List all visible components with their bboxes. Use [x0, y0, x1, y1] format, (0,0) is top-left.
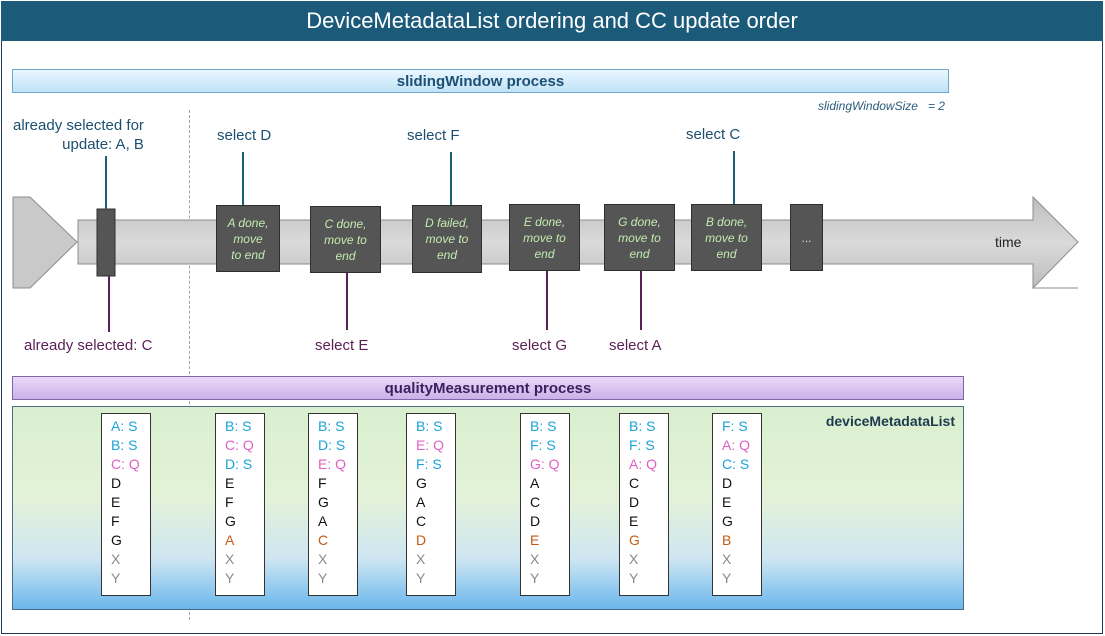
quality-measurement-band: qualityMeasurement process [12, 376, 964, 400]
list-entry: D [722, 475, 733, 491]
event-box-c-done: C done, move to end [310, 206, 381, 273]
initial-marker [97, 209, 115, 276]
timeline-start-chevron [13, 197, 77, 288]
list-entry: Y [416, 570, 426, 586]
event-box-e-done: E done, move to end [509, 204, 580, 271]
list-entry: A: Q [722, 437, 751, 453]
list-entry: F [111, 513, 120, 529]
list-entry: F [318, 475, 327, 491]
list-entry: X [530, 551, 540, 567]
list-entry: C [416, 513, 427, 529]
list-entry: A [318, 513, 328, 529]
list-entry: E: Q [318, 456, 347, 472]
list-snapshot-5 [619, 413, 669, 596]
list-entry: Y [111, 570, 121, 586]
list-entry: C [530, 494, 541, 510]
list-entry: A [530, 475, 540, 491]
list-entry: Y [722, 570, 732, 586]
list-entry: Y [530, 570, 540, 586]
list-entry: B: S [629, 418, 656, 434]
list-entry: X [318, 551, 328, 567]
label-select-f: select F [407, 127, 460, 144]
list-entry: B: S [416, 418, 443, 434]
list-entry: D: S [318, 437, 346, 453]
list-entry: X [629, 551, 639, 567]
sliding-window-size-label: slidingWindowSize [818, 99, 918, 113]
list-entry: B: S [318, 418, 345, 434]
list-entry: D [530, 513, 541, 529]
event-box-g-done: G done, move to end [604, 204, 675, 271]
list-entry: A [416, 494, 426, 510]
list-entry: G [722, 513, 733, 529]
list-entry: G: Q [530, 456, 560, 472]
event-box-d-failed: D failed, move to end [412, 205, 482, 273]
list-entry: D [111, 475, 122, 491]
list-entry: E [629, 513, 639, 529]
list-entry: A: S [111, 418, 138, 434]
list-entry: F: S [629, 437, 655, 453]
list-entry: B: S [111, 437, 138, 453]
list-entry: X [416, 551, 426, 567]
event-box-a-done: A done, move to end [216, 205, 280, 272]
list-snapshot-1 [215, 413, 265, 596]
label-already-selected-for-update: already selected for update: A, B [13, 117, 144, 153]
list-entry: G [111, 532, 122, 548]
list-entry: G [318, 494, 329, 510]
label-select-a: select A [609, 337, 662, 354]
list-entry: B: S [530, 418, 557, 434]
list-entry: B [722, 532, 732, 548]
list-entry: X [722, 551, 732, 567]
list-snapshot-0 [101, 413, 151, 596]
event-box-b-done: B done, move to end [691, 204, 762, 271]
list-entry: Y [318, 570, 328, 586]
list-entry: Y [629, 570, 639, 586]
list-entry: B: S [225, 418, 252, 434]
list-snapshot-4 [520, 413, 570, 596]
list-snapshot-6 [712, 413, 762, 596]
time-axis-label: time [995, 234, 1022, 250]
label-select-c: select C [686, 126, 741, 143]
list-entry: D: S [225, 456, 253, 472]
list-entry: E [722, 494, 732, 510]
list-entry: E [111, 494, 121, 510]
label-select-e: select E [315, 337, 369, 354]
list-entry: A [225, 532, 235, 548]
list-entry: D [416, 532, 427, 548]
list-entry: E [530, 532, 540, 548]
list-entry: F: S [722, 418, 748, 434]
list-entry: X [111, 551, 121, 567]
device-metadata-list-area [12, 406, 964, 610]
device-metadata-list-title: deviceMetadataList [825, 413, 955, 429]
list-entry: Y [225, 570, 235, 586]
label-already-selected-c: already selected: C [24, 337, 153, 354]
list-entry: F [225, 494, 234, 510]
list-entry: X [225, 551, 235, 567]
list-entry: C [318, 532, 329, 548]
sliding-window-band: slidingWindow process [12, 69, 949, 93]
list-entry: A: Q [629, 456, 658, 472]
list-entry: C: S [722, 456, 750, 472]
list-entry: F: S [416, 456, 442, 472]
list-entry: C [629, 475, 640, 491]
list-entry: C: Q [225, 437, 254, 453]
list-snapshot-3 [406, 413, 456, 596]
list-entry: E [225, 475, 235, 491]
list-entry: G [225, 513, 236, 529]
list-entry: D [629, 494, 640, 510]
diagram-title: DeviceMetadataList ordering and CC update order [1, 1, 1103, 41]
list-entry: G [416, 475, 427, 491]
list-snapshot-2 [308, 413, 358, 596]
list-entry: C: Q [111, 456, 140, 472]
label-select-g: select G [512, 337, 568, 354]
list-entry: F: S [530, 437, 556, 453]
list-entry: G [629, 532, 640, 548]
event-box-ellipsis: ... [790, 204, 823, 271]
sliding-window-size-value: = 2 [927, 99, 945, 113]
list-entry: E: Q [416, 437, 445, 453]
label-select-d: select D [217, 127, 272, 144]
